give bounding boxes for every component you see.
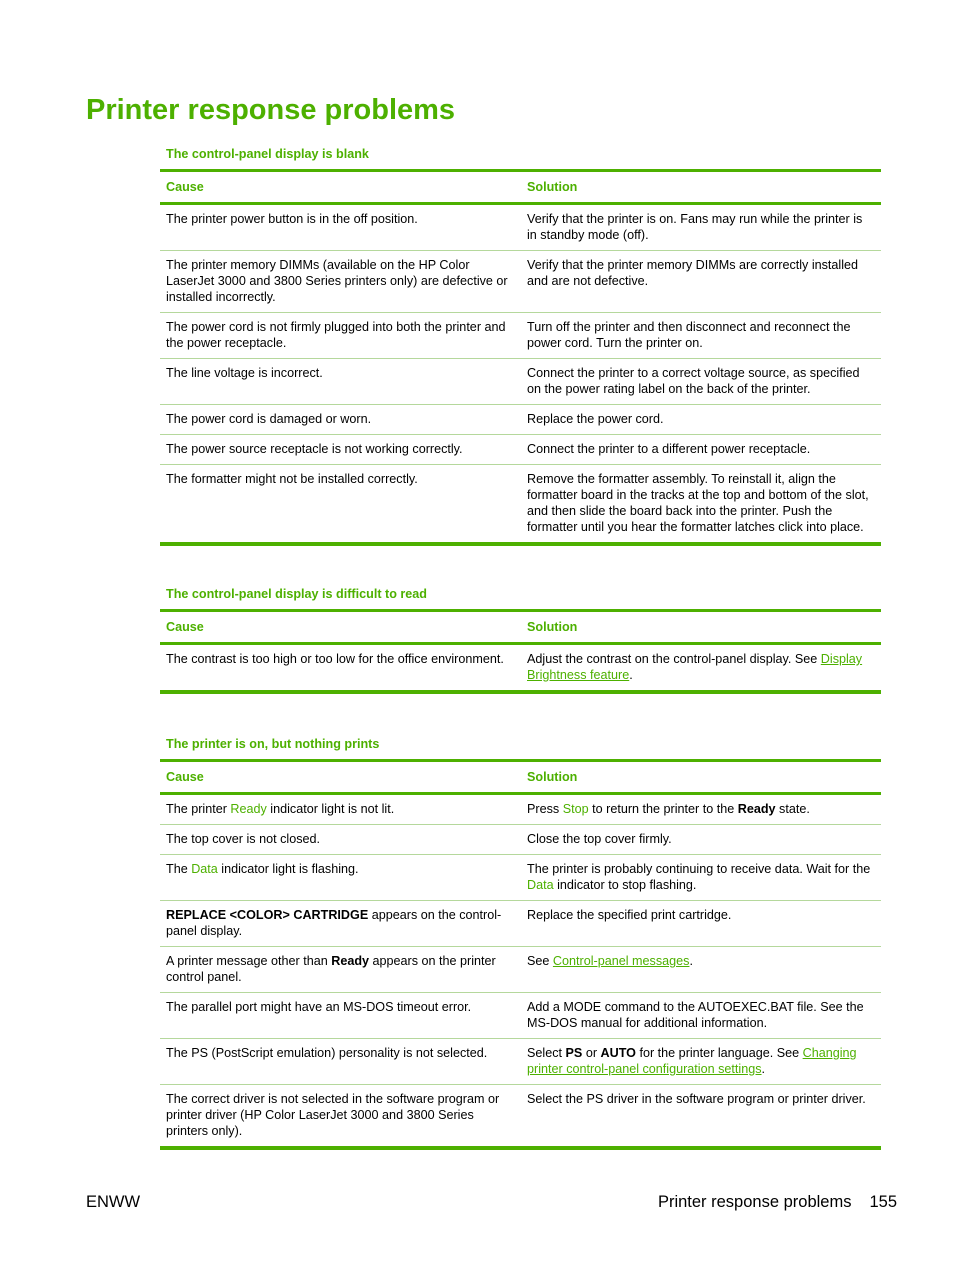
bold-term: Ready [737, 802, 776, 816]
text-segment: Connect the printer to a different power receptacle. [527, 442, 811, 456]
cause-cell [160, 359, 521, 405]
troubleshooting-table [160, 759, 881, 1150]
text-segment: or [582, 1046, 601, 1060]
cause-cell [160, 251, 521, 313]
table-row [160, 993, 881, 1039]
highlighted-term: Data [527, 878, 554, 892]
table-row [160, 947, 881, 993]
table-row [160, 1085, 881, 1149]
text-segment: indicator to stop flashing. [553, 878, 697, 892]
cause-cell [160, 993, 521, 1039]
text-segment: The printer power button is in the off position. [166, 212, 418, 226]
section-nothing-prints [160, 736, 881, 1150]
table-title: The control-panel display is blank [166, 147, 369, 161]
table-header-row [160, 171, 881, 204]
footer-running-title: Printer response problems [657, 1193, 852, 1211]
text-segment: A printer message other than [166, 954, 332, 968]
text-segment: to return the printer to the [588, 802, 738, 816]
text-segment: Replace the specified print cartridge. [527, 908, 732, 922]
table-title: The control-panel display is difficult to read [166, 587, 428, 601]
cause-cell [160, 1039, 521, 1085]
text-segment: The PS (PostScript emulation) personality is not selected. [166, 1046, 488, 1060]
column-header-solution: Solution [521, 761, 881, 794]
solution-cell [521, 1039, 881, 1085]
solution-cell [521, 644, 881, 693]
solution-cell [521, 947, 881, 993]
column-header-cause: Cause [160, 611, 521, 644]
column-header-cause: Cause [160, 761, 521, 794]
troubleshooting-table [160, 609, 881, 694]
cross-reference-link[interactable]: Changing printer control-panel configuration settings [527, 1046, 857, 1076]
bold-term: AUTO [600, 1046, 636, 1060]
table-row [160, 435, 881, 465]
text-segment: Remove the formatter assembly. To reinstall it, align the formatter board in the tracks at the top and bottom of the slot, and then slide the board back into the printer. Push the formatter until you hear the formatter latches click into place. [527, 472, 869, 534]
solution-cell [521, 1085, 881, 1149]
page-number: 155 [869, 1193, 897, 1211]
footer-right [658, 1192, 897, 1212]
table-row [160, 313, 881, 359]
cross-reference-link[interactable]: Control-panel messages [552, 954, 690, 968]
table-row [160, 405, 881, 435]
cause-cell [160, 855, 521, 901]
section-display-blank [160, 146, 881, 546]
highlighted-term: Stop [562, 802, 589, 816]
cause-cell [160, 435, 521, 465]
cause-cell [160, 204, 521, 251]
text-segment: See [527, 954, 553, 968]
table-title: The printer is on, but nothing prints [166, 737, 380, 751]
text-segment: Close the top cover firmly. [527, 832, 672, 846]
text-segment: for the printer language. See [635, 1046, 803, 1060]
bold-term: Ready [331, 954, 370, 968]
cause-cell [160, 794, 521, 825]
table-row [160, 644, 881, 693]
text-segment: The power cord is damaged or worn. [166, 412, 372, 426]
text-segment: appears on the control-panel display. [166, 908, 502, 938]
text-segment: The parallel port might have an MS-DOS timeout error. [166, 1000, 472, 1014]
cause-cell [160, 405, 521, 435]
cause-cell [160, 825, 521, 855]
table-header-row [160, 761, 881, 794]
bold-term: REPLACE <COLOR> CARTRIDGE [166, 908, 369, 922]
column-header-cause: Cause [160, 171, 521, 204]
table-row [160, 855, 881, 901]
text-segment: The formatter might not be installed correctly. [166, 472, 418, 486]
text-segment: The printer [166, 802, 231, 816]
text-segment: Select [527, 1046, 566, 1060]
text-segment: appears on the printer control panel. [166, 954, 496, 984]
solution-cell [521, 465, 881, 545]
text-segment: Replace the power cord. [527, 412, 664, 426]
table-row [160, 794, 881, 825]
bold-term: PS [565, 1046, 583, 1060]
page-title: Printer response problems [86, 94, 456, 126]
table-row [160, 825, 881, 855]
text-segment: The line voltage is incorrect. [166, 366, 323, 380]
solution-cell [521, 251, 881, 313]
solution-cell [521, 313, 881, 359]
text-segment: The power source receptacle is not working correctly. [166, 442, 463, 456]
text-segment: . [761, 1062, 766, 1076]
solution-cell [521, 825, 881, 855]
table-row [160, 901, 881, 947]
table-row [160, 465, 881, 545]
text-segment: Verify that the printer is on. Fans may run while the printer is in standby mode (off). [527, 212, 863, 242]
solution-cell [521, 204, 881, 251]
solution-cell [521, 794, 881, 825]
text-segment: Connect the printer to a correct voltage source, as specified on the power rating label on the back of the printer. [527, 366, 860, 396]
text-segment: Turn off the printer and then disconnect and reconnect the power cord. Turn the printer on. [527, 320, 851, 350]
highlighted-term: Data [191, 862, 218, 876]
highlighted-term: Ready [230, 802, 267, 816]
cause-cell [160, 465, 521, 545]
solution-cell [521, 993, 881, 1039]
text-segment: The power cord is not firmly plugged into both the printer and the power receptacle. [166, 320, 506, 350]
troubleshooting-table [160, 169, 881, 546]
text-segment: The top cover is not closed. [166, 832, 321, 846]
cause-cell [160, 901, 521, 947]
section-display-difficult [160, 586, 881, 694]
text-segment: The printer memory DIMMs (available on the HP Color LaserJet 3000 and 3800 Series printers only) are defective or installed incorrectly. [166, 258, 508, 304]
table-row [160, 1039, 881, 1085]
cause-cell [160, 947, 521, 993]
column-header-solution: Solution [521, 171, 881, 204]
text-segment: . [629, 668, 633, 682]
table-row [160, 204, 881, 251]
text-segment: The correct driver is not selected in the software program or printer driver (HP Color LaserJet 3000 and 3800 Series printers only). [166, 1092, 500, 1138]
table-header-row [160, 611, 881, 644]
solution-cell [521, 901, 881, 947]
footer-left-label: ENWW [86, 1193, 141, 1211]
text-segment: . [689, 954, 693, 968]
column-header-solution: Solution [521, 611, 881, 644]
text-segment: indicator light is flashing. [217, 862, 359, 876]
cause-cell [160, 644, 521, 693]
text-segment: Select the PS driver in the software program or printer driver. [527, 1092, 866, 1106]
solution-cell [521, 359, 881, 405]
solution-cell [521, 855, 881, 901]
table-row [160, 359, 881, 405]
text-segment: state. [775, 802, 810, 816]
text-segment: The [166, 862, 192, 876]
text-segment: indicator light is not lit. [266, 802, 395, 816]
text-segment: The printer is probably continuing to receive data. Wait for the [527, 862, 871, 876]
text-segment: Adjust the contrast on the control-panel display. See [527, 652, 821, 666]
text-segment: The contrast is too high or too low for the office environment. [166, 652, 504, 666]
text-segment: Add a MODE command to the AUTOEXEC.BAT file. See the MS-DOS manual for additional information. [527, 1000, 864, 1030]
text-segment: Verify that the printer memory DIMMs are correctly installed and are not defective. [527, 258, 859, 288]
cross-reference-link[interactable]: Display Brightness feature [527, 652, 863, 682]
solution-cell [521, 405, 881, 435]
cause-cell [160, 313, 521, 359]
cause-cell [160, 1085, 521, 1149]
table-row [160, 251, 881, 313]
text-segment: Press [527, 802, 563, 816]
solution-cell [521, 435, 881, 465]
